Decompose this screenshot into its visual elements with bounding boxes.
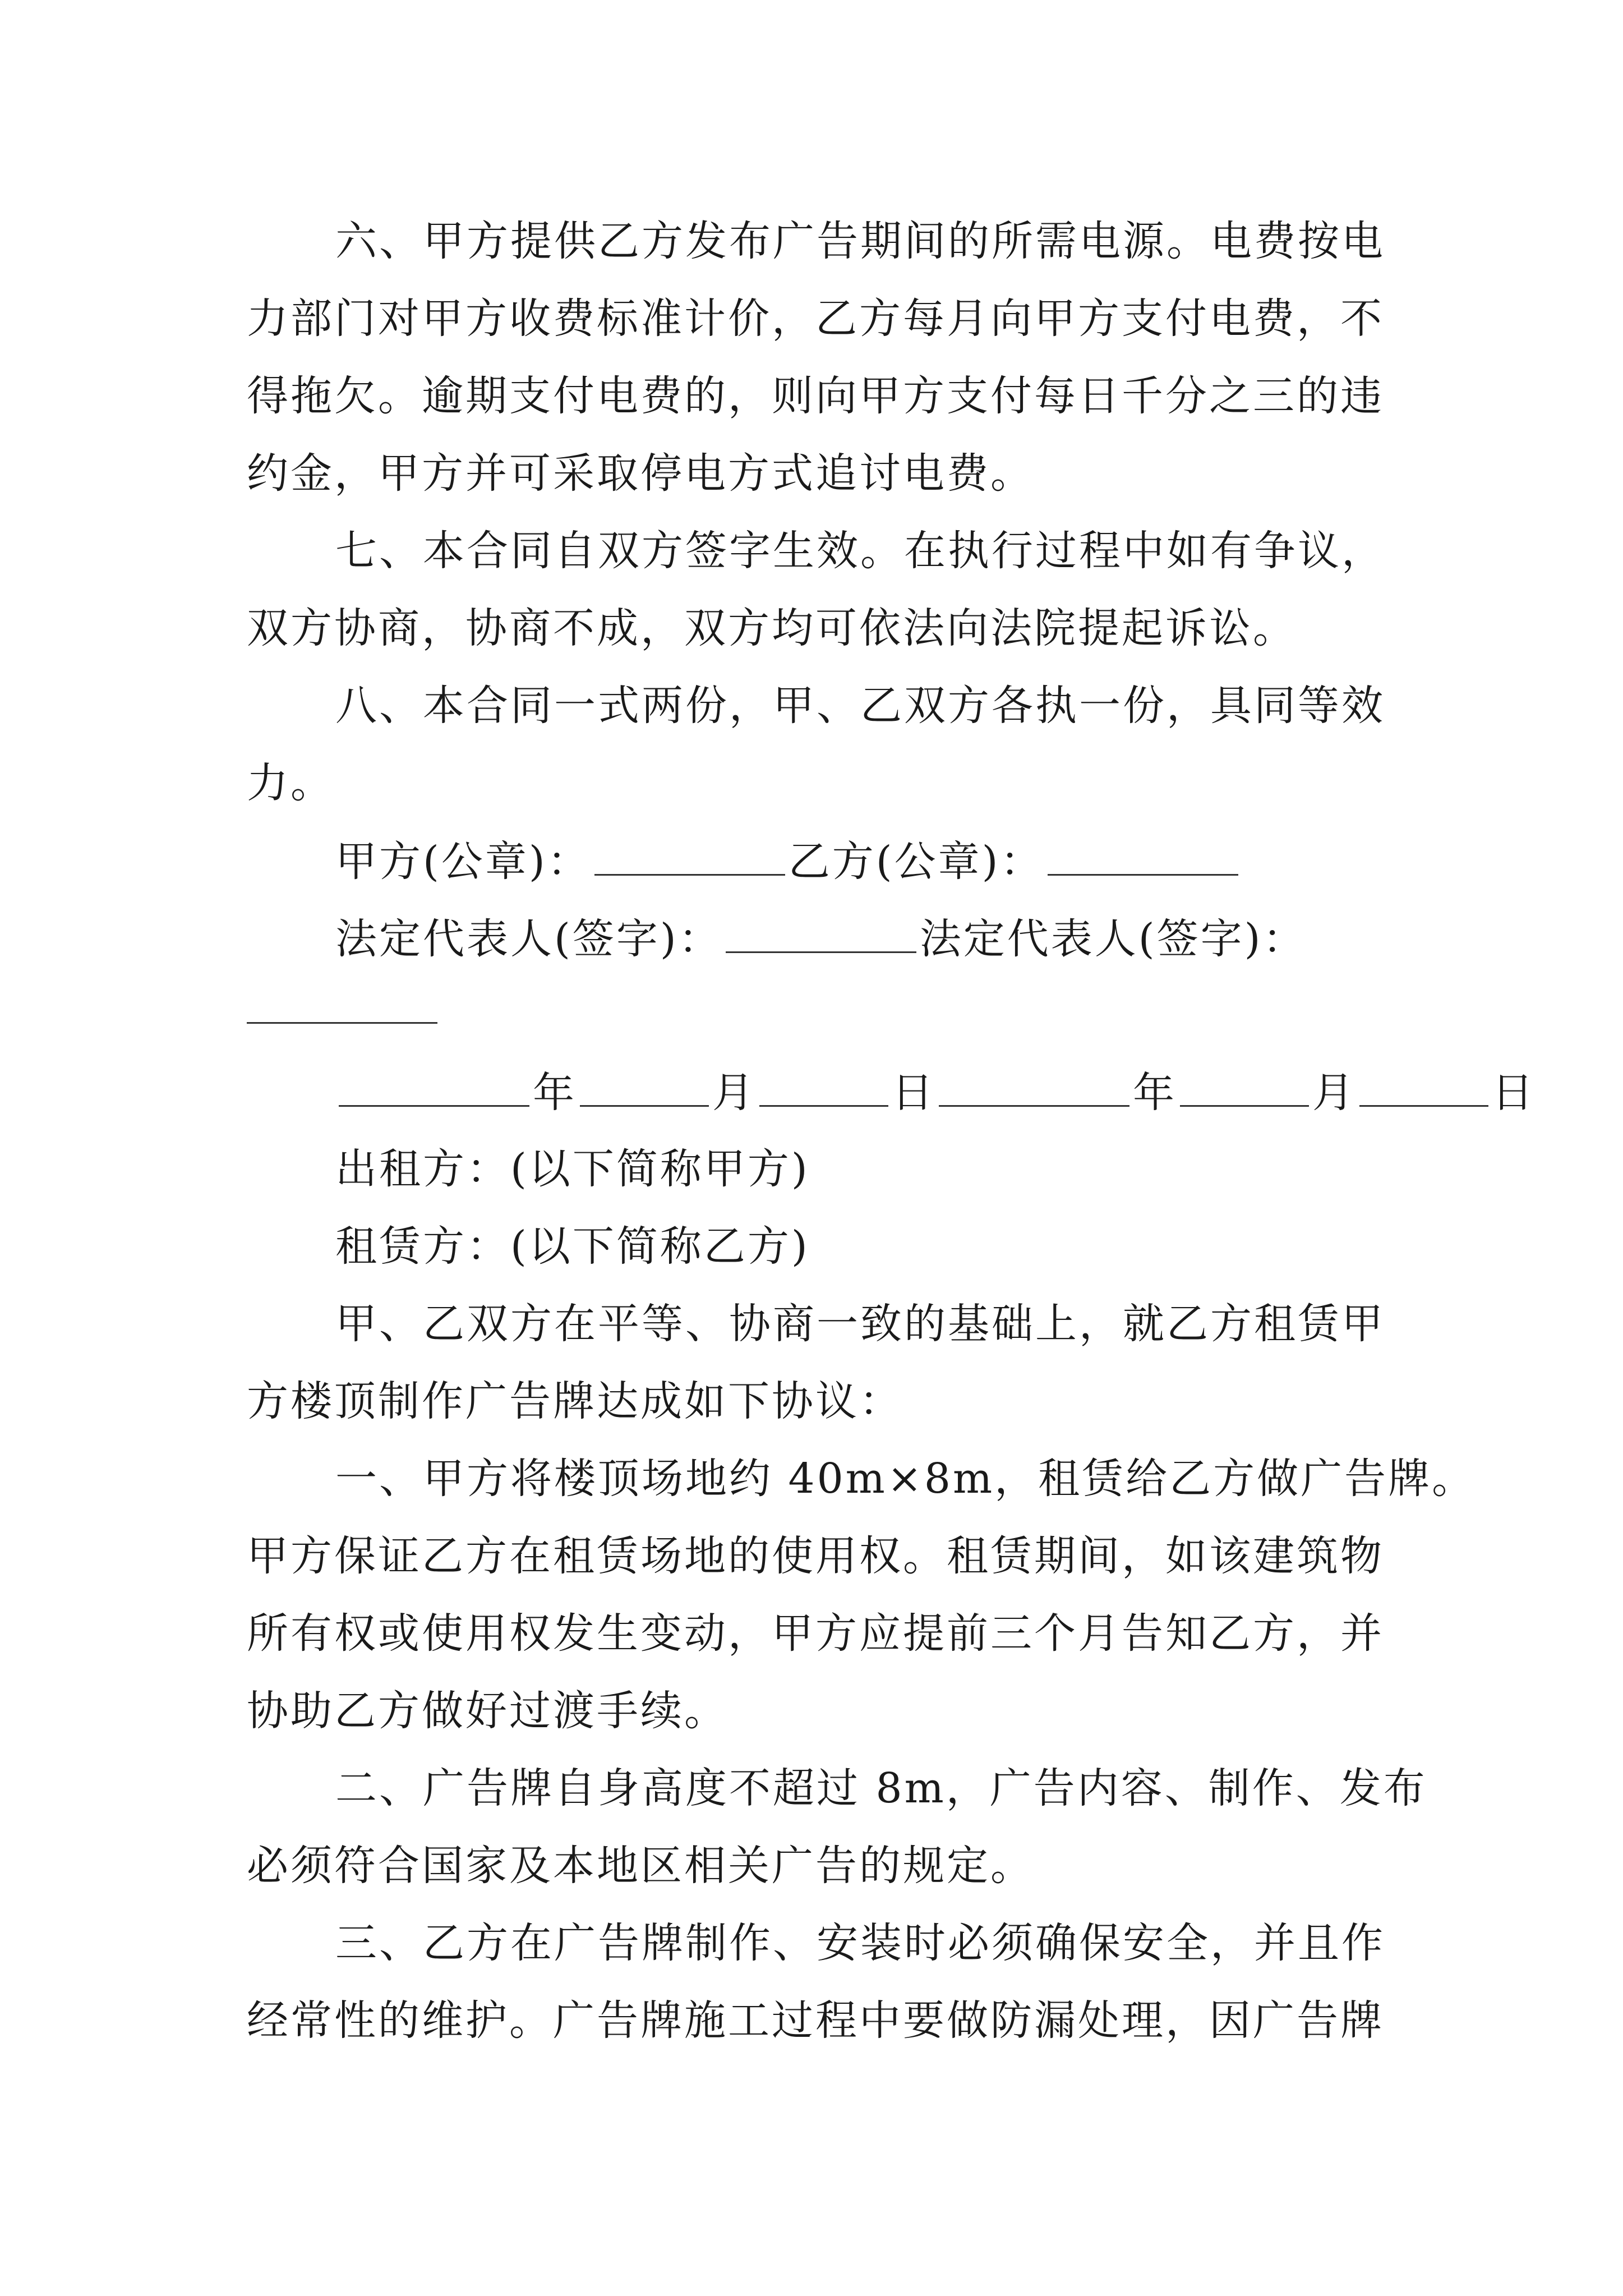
- legal-rep-a-label: 法定代表人(签字)：: [335, 915, 722, 963]
- date-a-day-blank: [759, 1064, 888, 1107]
- paragraph-line: 所有权或使用权发生变动，甲方应提前三个月告知乙方，并: [247, 1609, 1384, 1658]
- date-b-year-blank: [939, 1064, 1129, 1107]
- paragraph-line: 八、本合同一式两份，甲、乙双方各执一份，具同等效: [335, 682, 1385, 730]
- paragraph-line: 协助乙方做好过渡手续。: [247, 1687, 728, 1735]
- legal-rep-b-blank: [247, 1022, 437, 1024]
- date-a-year-blank: [339, 1064, 529, 1107]
- paragraph-line: 力部门对甲方收费标准计价，乙方每月向甲方支付电费，不: [247, 295, 1384, 343]
- legal-rep-a-blank: [726, 910, 916, 953]
- paragraph-line: 双方协商，协商不成，双方均可依法向法院提起诉讼。: [247, 604, 1297, 652]
- paragraph-line: 二、广告牌自身高度不超过 8m，广告内容、制作、发布: [335, 1764, 1427, 1812]
- party-a-seal-blank: [594, 832, 785, 876]
- paragraph-line: 得拖欠。逾期支付电费的，则向甲方支付每日千分之三的违: [247, 372, 1384, 420]
- paragraph-line: 甲方保证乙方在租赁场地的使用权。租赁期间，如该建筑物: [247, 1532, 1384, 1580]
- party-b-seal-blank: [1048, 832, 1238, 876]
- party-a-seal-label: 甲方(公章)：: [335, 838, 591, 886]
- month-label: 月: [712, 1069, 756, 1117]
- paragraph-line: 必须符合国家及本地区相关广告的规定。: [247, 1842, 1034, 1890]
- year-label: 年: [533, 1069, 577, 1117]
- paragraph-line: 出租方：(以下简称甲方): [335, 1145, 810, 1193]
- paragraph-line: 方楼顶制作广告牌达成如下协议：: [247, 1377, 903, 1425]
- paragraph-line: 约金，甲方并可采取停电方式追讨电费。: [247, 449, 1034, 498]
- legal-rep-line: [335, 910, 1479, 966]
- paragraph-line: 力。: [247, 759, 334, 807]
- date-a-month-blank: [580, 1064, 709, 1107]
- day-label: 日: [1492, 1069, 1536, 1117]
- day-label: 日: [892, 1069, 935, 1117]
- year-label: 年: [1133, 1069, 1177, 1117]
- paragraph-line: 三、乙方在广告牌制作、安装时必须确保安全，并且作: [335, 1919, 1385, 1967]
- paragraph-line: 甲、乙双方在平等、协商一致的基础上，就乙方租赁甲: [335, 1300, 1385, 1348]
- date-line: [335, 1064, 1536, 1120]
- paragraph-line: 六、甲方提供乙方发布广告期间的所需电源。电费按电: [335, 217, 1385, 265]
- date-b-day-blank: [1359, 1064, 1488, 1107]
- party-b-seal-label: 乙方(公章)：: [788, 838, 1044, 886]
- month-label: 月: [1312, 1069, 1356, 1117]
- paragraph-line: 经常性的维护。广告牌施工过程中要做防漏处理，因广告牌: [247, 1996, 1384, 2045]
- seal-line: [335, 832, 1479, 889]
- paragraph-line: 租赁方：(以下简称乙方): [335, 1222, 810, 1271]
- paragraph-line: 一、甲方将楼顶场地约 40m×8m，租赁给乙方做广告牌。: [335, 1455, 1476, 1503]
- paragraph-line: 七、本合同自双方签字生效。在执行过程中如有争议，: [335, 527, 1385, 575]
- legal-rep-b-label: 法定代表人(签字)：: [919, 915, 1307, 963]
- date-b-month-blank: [1180, 1064, 1309, 1107]
